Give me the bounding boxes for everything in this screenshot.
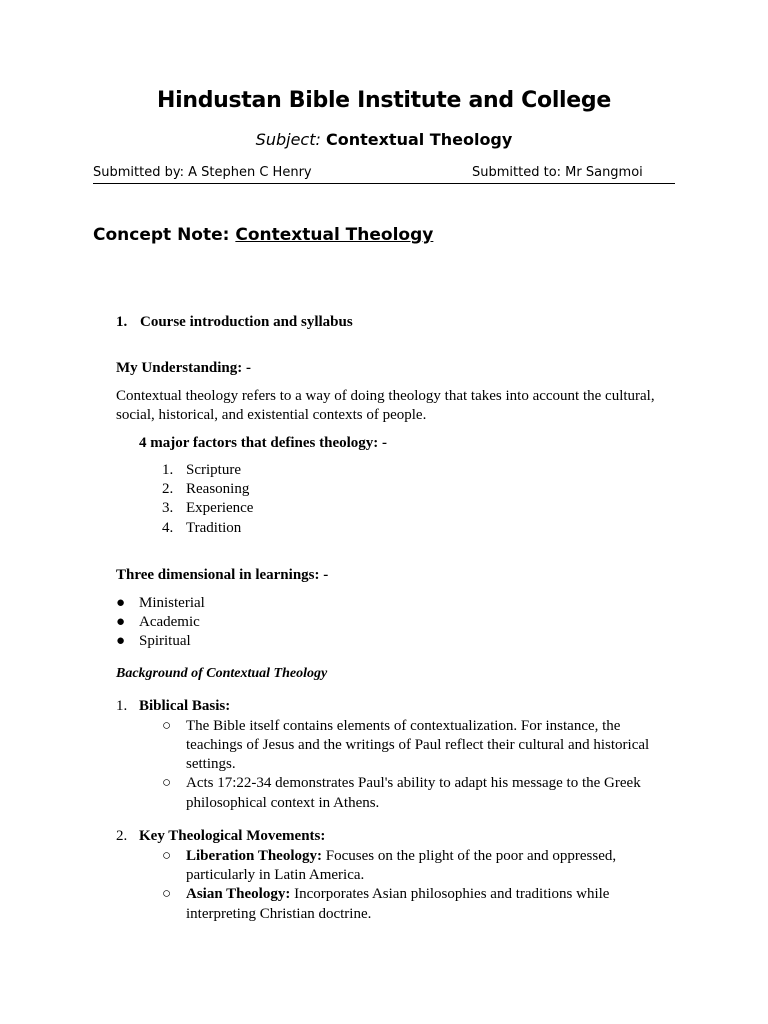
point-term: Liberation Theology: [186,848,322,864]
circle-bullet-icon: ○ [162,848,172,864]
subject-label: Subject: [255,130,321,149]
bullet-icon: ● [116,595,126,611]
list-number: 2. [162,481,174,497]
section-number: 1. [116,314,128,330]
submitted-by: Submitted by: A Stephen C Henry [93,165,312,180]
point-line: teachings of Jesus and the writings of Paul reflect their cultural and historical [186,737,650,753]
document-title: Hindustan Bible Institute and College [156,88,611,113]
point-term: Asian Theology: [186,886,291,902]
point-line [186,847,616,866]
submitted-to: Submitted to: Mr Sangmoi [472,165,643,180]
subject-value: Contextual Theology [325,130,513,149]
point-line: philosophical context in Athens. [186,795,380,811]
concept-note-topic: Contextual Theology [235,225,434,245]
point-line: particularly in Latin America. [186,867,365,883]
point-line: Acts 17:22-34 demonstrates Paul's ability to adapt his message to the Greek [186,775,641,791]
list-text: Academic [139,614,200,630]
section-title: Course introduction and syllabus [140,314,353,330]
list-text: Tradition [186,520,242,536]
point-line: The Bible itself contains elements of contextualization. For instance, the [186,718,621,734]
point-text: Incorporates Asian philosophies and traditions while [290,886,610,902]
concept-note-heading [93,225,433,245]
factors-heading: 4 major factors that defines theology: - [139,435,388,451]
list-text: Reasoning [186,481,250,497]
item-title: Key Theological Movements: [139,828,326,844]
circle-bullet-icon: ○ [162,775,172,791]
list-number: 3. [162,500,174,516]
concept-note-label: Concept Note: [93,225,236,245]
intro-paragraph-line: Contextual theology refers to a way of doing theology that takes into account the cultural, [116,388,655,404]
bullet-icon: ● [116,633,126,649]
intro-paragraph-line: social, historical, and existential contexts of people. [116,407,427,423]
list-number: 2. [116,828,128,844]
list-text: Ministerial [139,595,205,611]
point-text: Focuses on the plight of the poor and oppressed, [321,848,617,864]
header-divider [93,183,675,184]
list-text: Spiritual [139,633,191,649]
subject-line [0,130,768,149]
point-line: settings. [186,756,236,772]
item-title: Biblical Basis: [139,698,231,714]
understanding-heading: My Understanding: - [116,360,252,376]
point-line: interpreting Christian doctrine. [186,906,372,922]
bullet-icon: ● [116,614,126,630]
list-text: Experience [186,500,254,516]
dimensions-heading: Three dimensional in learnings: - [116,567,329,583]
list-number: 1. [162,462,174,478]
background-heading: Background of Contextual Theology [116,666,328,681]
list-number: 1. [116,698,128,714]
list-text: Scripture [186,462,241,478]
list-number: 4. [162,520,174,536]
point-line [186,885,609,904]
circle-bullet-icon: ○ [162,718,172,734]
circle-bullet-icon: ○ [162,886,172,902]
